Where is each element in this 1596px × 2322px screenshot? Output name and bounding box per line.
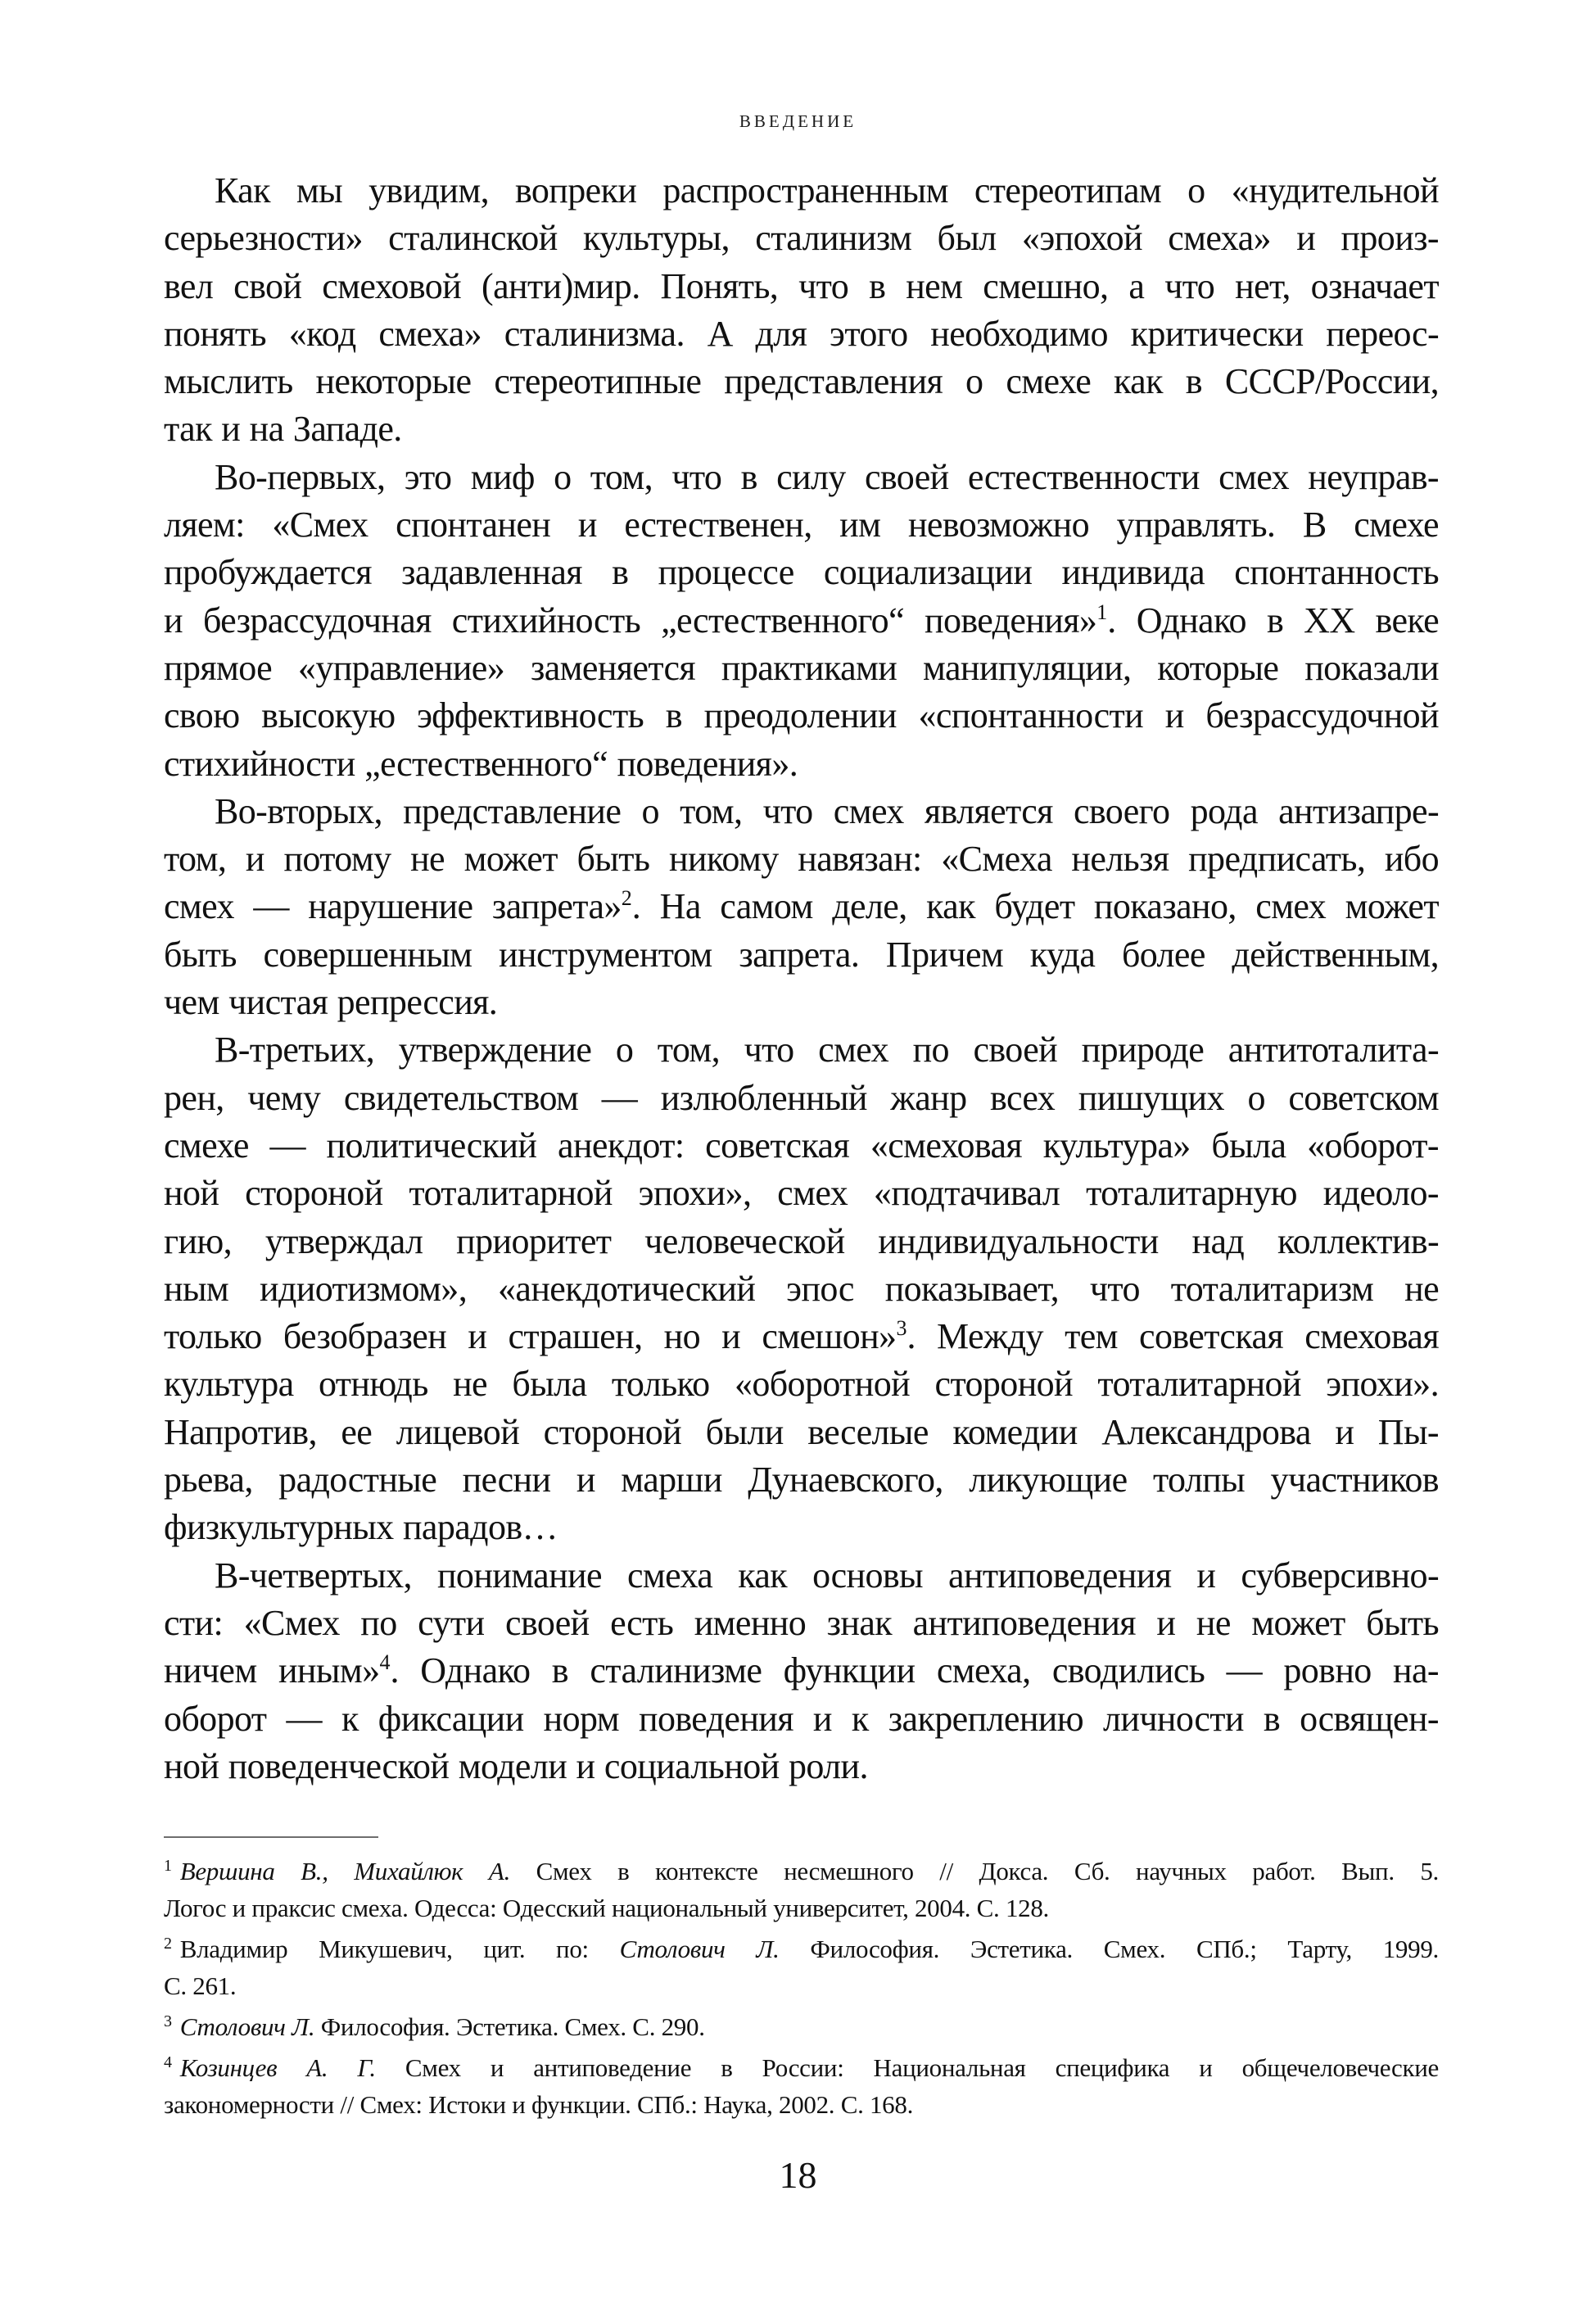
text-line <box>164 883 1439 930</box>
text-line: чем чистая репрессия. <box>164 982 498 1023</box>
text-line: вел свой смеховой (анти)мир. Понять, что в нем смешно, а что нет, означает <box>164 265 1439 306</box>
text-line: рьева, радостные песни и марши Дунаевского, ликующие толпы участников <box>164 1460 1439 1500</box>
text-run: . На самом деле, как будет показано, смех может <box>631 886 1439 927</box>
text-line: понять «код смеха» сталинизма. А для этого необходимо критически переос- <box>164 313 1439 354</box>
footnote-text: Владимир Микушевич, цит. по: <box>179 1935 620 1963</box>
text-line: так и на Западе. <box>164 409 402 450</box>
footnote-text: Философия. Эстетика. Смех. С. 290. <box>314 2012 705 2041</box>
text-line: сти: «Смех по сути своей есть именно знак антиповедения и не может быть <box>164 1602 1439 1643</box>
text-line: Как мы увидим, вопреки распространенным стереотипам о «нудительной <box>215 170 1439 210</box>
text-line: Во-вторых, представление о том, что смех является своего рода антизапре- <box>215 790 1439 831</box>
footnote-1 <box>164 1853 1439 1926</box>
text-line: Напротив, ее лицевой стороной были веселые комедии Александрова и Пы- <box>164 1411 1439 1452</box>
text-line: ляем: «Смех спонтанен и естественен, им невозможно управлять. В смехе <box>164 505 1439 545</box>
footnote-ref-1[interactable]: 1 <box>1096 600 1108 624</box>
footnote-author: Столович Л. <box>179 2012 315 2041</box>
text-line: Во-первых, это миф о том, что в силу своей естественности смех неуправ- <box>215 456 1439 497</box>
footnote-line <box>164 2008 1439 2045</box>
footnote-ref-2[interactable]: 2 <box>621 886 632 911</box>
text-line: физкультурных парадов… <box>164 1507 558 1548</box>
footnote-author: Столович Л. <box>619 1935 780 1963</box>
footnote-author: Вершина В., Михайлюк А. <box>179 1857 511 1885</box>
footnote-number: 2 <box>164 1935 172 1953</box>
footnote-number: 1 <box>164 1857 172 1875</box>
text-line <box>164 1313 1439 1360</box>
text-run: только безобразен и страшен, но и смешон» <box>164 1316 897 1357</box>
main-text <box>164 167 1439 1790</box>
text-line: В-третьих, утверждение о том, что смех по своей природе антитоталита- <box>215 1030 1439 1070</box>
footnotes <box>164 1853 1439 2127</box>
text-run: смех — нарушение запрета» <box>164 886 622 927</box>
footnote-separator-rule <box>164 1836 378 1838</box>
footnote-number: 4 <box>164 2053 172 2071</box>
text-line: быть совершенным инструментом запрета. Причем куда более действенным, <box>164 934 1439 975</box>
text-line <box>164 1647 1439 1695</box>
text-line: рен, чему свидетельством — излюбленный жанр всех пишущих о советском <box>164 1077 1439 1118</box>
paragraph <box>164 788 1439 1026</box>
paragraph <box>164 454 1439 788</box>
footnote-author: Козинцев А. Г. <box>179 2053 376 2082</box>
paragraph <box>164 1552 1439 1790</box>
footnote-line: Логос и праксис смеха. Одесса: Одесский национальный университет, 2004. С. 128. <box>164 1894 1049 1922</box>
footnote-4 <box>164 2049 1439 2123</box>
text-line: гию, утверждал приоритет человеческой индивидуальности над коллектив- <box>164 1220 1439 1261</box>
footnote-3 <box>164 2008 1439 2045</box>
text-line: культура отнюдь не была только «оборотной стороной тоталитарной эпохи». <box>164 1364 1439 1405</box>
footnote-line: С. 261. <box>164 1971 237 2000</box>
footnote-line <box>164 2049 1439 2086</box>
text-line: В-четвертых, понимание смеха как основы антиповедения и субверсивно- <box>215 1555 1439 1596</box>
text-line: ной стороной тоталитарной эпохи», смех «подтачивал тоталитарную идеоло- <box>164 1173 1439 1214</box>
text-run: . Однако в сталинизме функции смеха, сводились — ровно на- <box>390 1650 1439 1691</box>
footnote-text: Смех и антиповедение в России: Национальная специфика и общечеловеческие <box>375 2053 1439 2082</box>
text-line: ной поведенческой модели и социальной роли. <box>164 1745 868 1786</box>
footnote-number: 3 <box>164 2012 172 2030</box>
text-line: стихийности „естественного“ поведения». <box>164 743 798 784</box>
page-number: 18 <box>779 2154 817 2196</box>
text-line <box>164 597 1439 645</box>
text-line: ным идиотизмом», «анекдотический эпос показывает, что тоталитаризм не <box>164 1268 1439 1309</box>
paragraph <box>164 1026 1439 1551</box>
text-line: прямое «управление» заменяется практиками манипуляции, которые показали <box>164 647 1439 688</box>
footnote-line <box>164 1930 1439 1967</box>
text-line: серьезности» сталинской культуры, сталинизм был «эпохой смеха» и произ- <box>164 218 1439 259</box>
running-head: ВВЕДЕНИЕ <box>739 111 857 131</box>
footnote-line <box>164 1853 1439 1890</box>
text-line: свою высокую эффективность в преодолении «спонтанности и безрассудочной <box>164 695 1439 736</box>
text-run: ничем иным» <box>164 1650 380 1691</box>
footnote-ref-4[interactable]: 4 <box>379 1650 391 1675</box>
text-run: и безрассудочная стихийность „естественного“ поведения» <box>164 600 1097 640</box>
text-line: пробуждается задавленная в процессе социализации индивида спонтанность <box>164 552 1439 593</box>
text-run: . Однако в XX веке <box>1107 600 1439 640</box>
text-line: смехе — политический анекдот: советская «смеховая культура» была «оборот- <box>164 1125 1439 1166</box>
footnote-text: Смех в контексте несмешного // Докса. Сб. научных работ. Вып. 5. <box>510 1857 1439 1885</box>
footnote-ref-3[interactable]: 3 <box>896 1316 907 1341</box>
paragraph <box>164 167 1439 454</box>
text-line: том, и потому не может быть никому навязан: «Смеха нельзя предписать, ибо <box>164 839 1439 880</box>
text-run: . Между тем советская смеховая <box>907 1316 1439 1357</box>
footnote-text: Философия. Эстетика. Смех. СПб.; Тарту, 1999. <box>779 1935 1439 1963</box>
footnote-line: закономерности // Смех: Истоки и функции. СПб.: Наука, 2002. С. 168. <box>164 2090 914 2119</box>
text-line: оборот — к фиксации норм поведения и к закреплению личности в освящен- <box>164 1698 1439 1739</box>
footnote-2 <box>164 1930 1439 2004</box>
text-line: мыслить некоторые стереотипные представления о смехе как в СССР/России, <box>164 361 1439 402</box>
